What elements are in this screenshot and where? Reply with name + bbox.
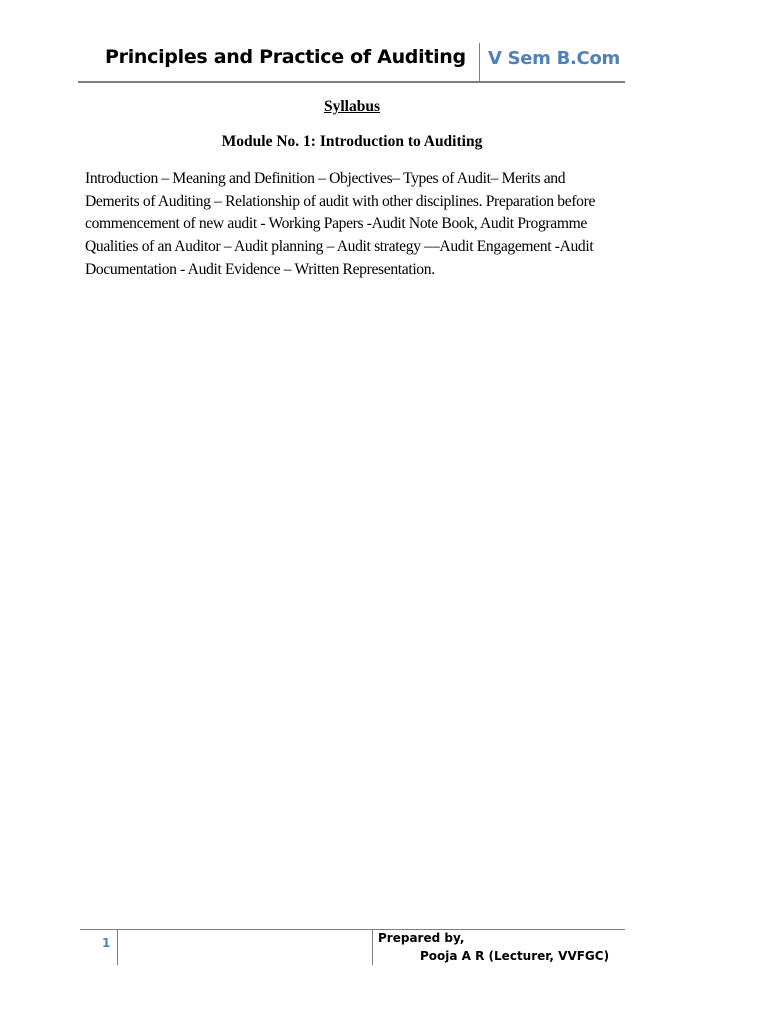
course-label: V Sem B.Com: [488, 48, 620, 69]
footer-divider-left: [117, 930, 118, 965]
syllabus-heading: Syllabus: [323, 98, 380, 115]
page-header: [78, 40, 625, 83]
author-name: Pooja A R (Lecturer, VVFGC): [420, 949, 610, 963]
document-title: Principles and Practice of Auditing: [105, 46, 466, 68]
module-content: Introduction – Meaning and Definition – Objectives– Types of Audit– Merits and Demerits of Auditing – Relationship of audit with other disciplines. Preparation before commencement of new audit - Working Papers -Audit Note Book, Audit Programme Qualities of an Auditor – Audit planning – Audit strategy —Audit Engagement -Audit Documentation - Audit Evidence – Written Representation.: [85, 170, 596, 278]
footer-divider-mid: [372, 930, 373, 965]
header-divider: [479, 43, 480, 82]
page-number: 1: [102, 936, 111, 950]
module-heading: Module No. 1: Introduction to Auditing: [221, 133, 483, 150]
prepared-by-label: Prepared by,: [378, 931, 465, 945]
footer-rule: [80, 929, 625, 930]
